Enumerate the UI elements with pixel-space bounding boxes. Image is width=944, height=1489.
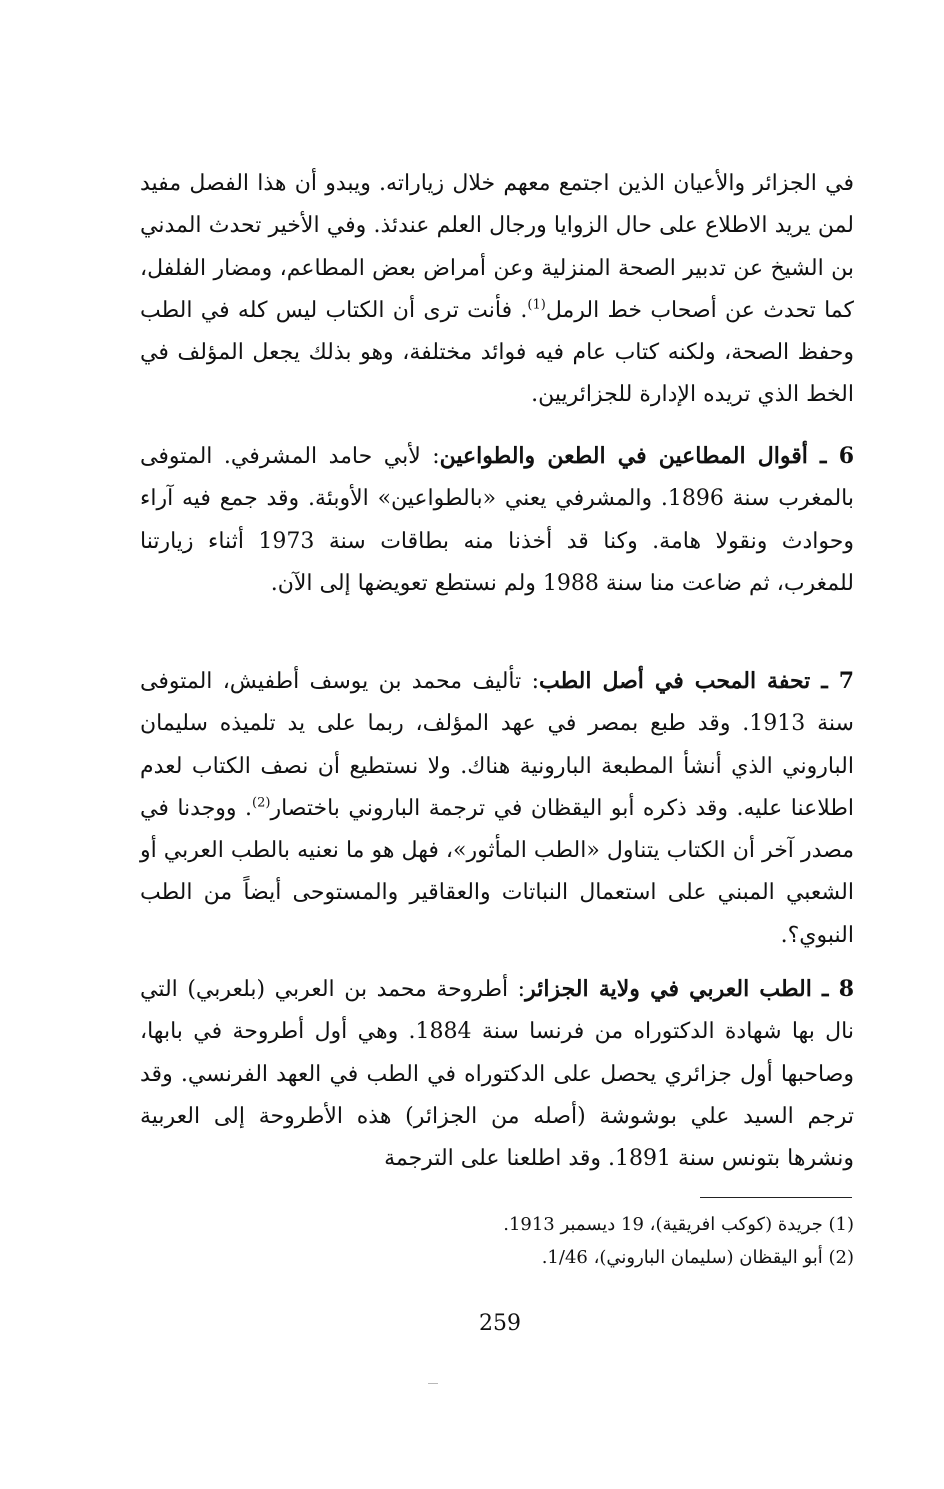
footnotes xyxy=(300,1208,854,1274)
footnote-reference-2: (2) xyxy=(252,795,271,811)
paragraph-text-part-2: . ووجدنا في مصدر آخر أن الكتاب يتناول «الطب المأثور»، فهل هو ما نعنيه بالطب العربي أو الشعبي المبني على استعمال النباتات والعقاقير والمستوحى أيضاً من الطب النبوي؟. xyxy=(140,795,854,948)
paragraph-body xyxy=(140,660,854,957)
footnote-1: (1) جريدة (كوكب افريقية)، 19 ديسمبر 1913. xyxy=(503,1214,854,1235)
paragraph-text-part-2: . فأنت ترى أن الكتاب ليس كله في الطب وحفظ الصحة، ولكنه كتاب عام فيه فوائد مختلفة، وهو بذلك يجعل المؤلف في الخط الذي تريده الإدارة للجزائريين. xyxy=(140,297,854,408)
paragraph-item-8 xyxy=(140,968,854,1180)
paragraph-text: : لأبي حامد المشرفي. المتوفى بالمغرب سنة 1896. والمشرفي يعني «بالطواعين» الأوبئة. وقد جمع فيه آراء وحوادث ونقولا هامة. وكنا قد أخذنا منه بطاقات سنة 1973 أثناء زيارتنا للمغرب، ثم ضاعت منا سنة 1988 ولم نستطع تعويضها إلى الآن. xyxy=(140,444,854,596)
item-title: 8 ـ الطب العربي في ولاية الجزائر xyxy=(525,976,854,1002)
paragraph-continuation xyxy=(140,163,854,417)
paragraph-body xyxy=(140,968,854,1180)
scan-mark xyxy=(428,1383,438,1384)
paragraph-text: : أطروحة محمد بن العربي (بلعربي) التي نال بها شهادة الدكتوراه من فرنسا سنة 1884. وهي أول أطروحة في بابها، وصاحبها أول جزائري يحصل على الدكتوراه في الطب في العهد الفرنسي. وقد ترجم السيد علي بوشوشة (أصله من الجزائر) هذه الأطروحة إلى العربية ونشرها بتونس سنة 1891. وقد اطلعنا على الترجمة xyxy=(140,977,854,1172)
page-number: 259 xyxy=(479,1311,521,1336)
paragraph-item-7 xyxy=(140,660,854,957)
paragraph-text-part-1: في الجزائر والأعيان الذين اجتمع معهم خلال زياراته. ويبدو أن هذا الفصل مفيد لمن يريد الاطلاع على حال الزوايا ورجال العلم عندئذ. وفي الأخير تحدث المدني بن الشيخ عن تدبير الصحة المنزلية وعن أمراض بعض المطاعم، ومضار الفلفل، كما تحدث عن أصحاب خط الرمل xyxy=(140,171,855,323)
paragraph-body xyxy=(140,435,854,605)
item-title: 7 ـ تحفة المحب في أصل الطب xyxy=(539,668,855,694)
footnote-2: (2) أبو اليقظان (سليمان الباروني)، 1/46. xyxy=(541,1247,854,1268)
paragraph-text-part-1: : تأليف محمد بن يوسف أطفيش، المتوفى سنة 1913. وقد طبع بمصر في عهد المؤلف، ربما على يد تلميذه سليمان الباروني الذي أنشأ المطبعة البارونية هناك. ولا نستطيع أن نصف الكتاب لعدم اطلاعنا عليه. وقد ذكره أبو اليقظان في ترجمة الباروني باختصار xyxy=(140,669,854,821)
footnote-divider xyxy=(700,1197,852,1198)
footnote-reference-1: (1) xyxy=(527,297,546,313)
paragraph-item-6 xyxy=(140,435,854,605)
paragraph-body xyxy=(140,163,854,417)
item-title: 6 ـ أقوال المطاعين في الطعن والطواعين xyxy=(439,443,854,469)
